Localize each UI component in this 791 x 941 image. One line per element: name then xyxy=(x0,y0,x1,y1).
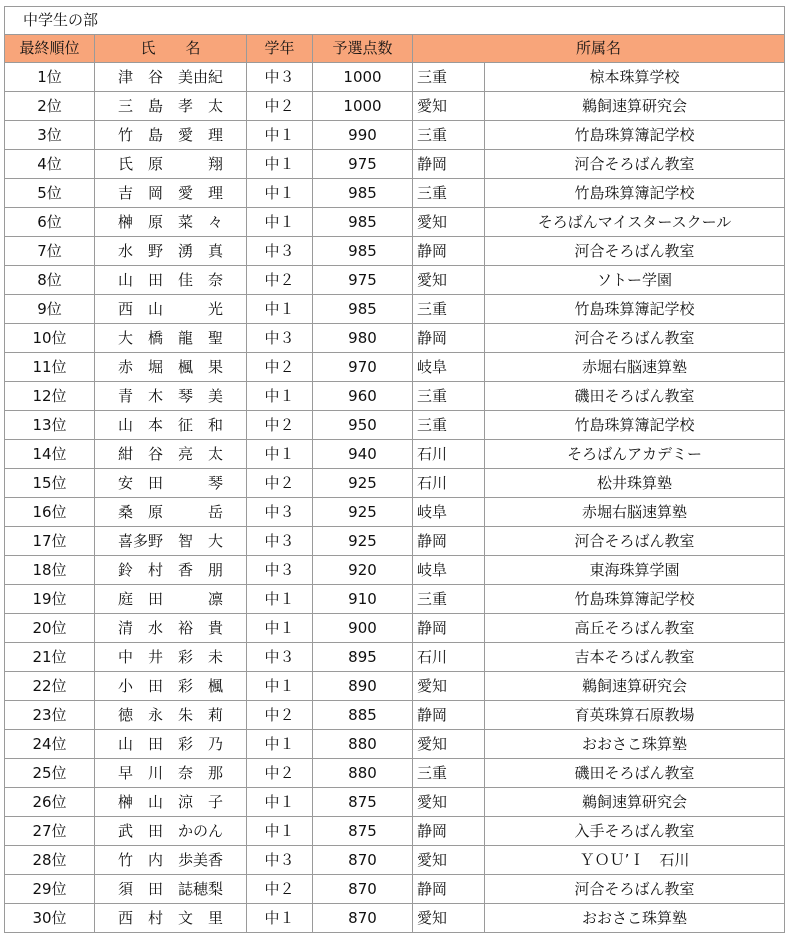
score-cell: 880 xyxy=(313,759,413,788)
prefecture-cell: 三重 xyxy=(413,295,485,324)
table-row xyxy=(5,295,785,324)
rank-cell: 3位 xyxy=(5,121,95,150)
prefecture-cell: 愛知 xyxy=(413,788,485,817)
table-row xyxy=(5,643,785,672)
grade-cell: 中２ xyxy=(247,875,313,904)
grade-cell: 中１ xyxy=(247,585,313,614)
school-cell: そろばんアカデミー xyxy=(485,440,785,469)
school-cell: 椋本珠算学校 xyxy=(485,63,785,92)
table-row xyxy=(5,672,785,701)
name-cell: 山 田 彩 乃 xyxy=(95,730,247,759)
grade-cell: 中１ xyxy=(247,440,313,469)
name-cell: 榊 山 涼 子 xyxy=(95,788,247,817)
grade-cell: 中１ xyxy=(247,730,313,759)
table-row xyxy=(5,179,785,208)
header-rank: 最終順位 xyxy=(5,35,95,63)
school-cell: 鵜飼速算研究会 xyxy=(485,92,785,121)
score-cell: 1000 xyxy=(313,92,413,121)
grade-cell: 中１ xyxy=(247,208,313,237)
score-cell: 960 xyxy=(313,382,413,411)
name-cell: 早 川 奈 那 xyxy=(95,759,247,788)
rank-cell: 13位 xyxy=(5,411,95,440)
rank-cell: 22位 xyxy=(5,672,95,701)
table-row xyxy=(5,92,785,121)
score-cell: 920 xyxy=(313,556,413,585)
table-row xyxy=(5,324,785,353)
score-cell: 985 xyxy=(313,295,413,324)
prefecture-cell: 静岡 xyxy=(413,237,485,266)
score-cell: 880 xyxy=(313,730,413,759)
school-cell: 赤堀右脳速算塾 xyxy=(485,353,785,382)
table-row xyxy=(5,817,785,846)
score-cell: 990 xyxy=(313,121,413,150)
grade-cell: 中１ xyxy=(247,904,313,933)
score-cell: 940 xyxy=(313,440,413,469)
grade-cell: 中３ xyxy=(247,237,313,266)
table-row xyxy=(5,266,785,295)
table-row xyxy=(5,585,785,614)
table-row xyxy=(5,875,785,904)
prefecture-cell: 愛知 xyxy=(413,208,485,237)
name-cell: 徳 永 朱 莉 xyxy=(95,701,247,730)
name-cell: 武 田 かのん xyxy=(95,817,247,846)
prefecture-cell: 岐阜 xyxy=(413,353,485,382)
prefecture-cell: 静岡 xyxy=(413,150,485,179)
grade-cell: 中１ xyxy=(247,614,313,643)
table-row xyxy=(5,353,785,382)
name-cell: 鈴 村 香 朋 xyxy=(95,556,247,585)
score-cell: 910 xyxy=(313,585,413,614)
grade-cell: 中３ xyxy=(247,498,313,527)
school-cell: 鵜飼速算研究会 xyxy=(485,788,785,817)
prefecture-cell: 静岡 xyxy=(413,817,485,846)
score-cell: 925 xyxy=(313,469,413,498)
school-cell: 松井珠算塾 xyxy=(485,469,785,498)
name-cell: 庭 田 凛 xyxy=(95,585,247,614)
school-cell: 竹島珠算簿記学校 xyxy=(485,411,785,440)
prefecture-cell: 静岡 xyxy=(413,527,485,556)
school-cell: 竹島珠算簿記学校 xyxy=(485,121,785,150)
prefecture-cell: 愛知 xyxy=(413,904,485,933)
prefecture-cell: 静岡 xyxy=(413,875,485,904)
school-cell: 竹島珠算簿記学校 xyxy=(485,295,785,324)
score-cell: 870 xyxy=(313,875,413,904)
rank-cell: 27位 xyxy=(5,817,95,846)
school-cell: 赤堀右脳速算塾 xyxy=(485,498,785,527)
school-cell: 河合そろばん教室 xyxy=(485,237,785,266)
name-cell: 安 田 琴 xyxy=(95,469,247,498)
rank-cell: 20位 xyxy=(5,614,95,643)
prefecture-cell: 三重 xyxy=(413,382,485,411)
prefecture-cell: 静岡 xyxy=(413,701,485,730)
school-cell: 河合そろばん教室 xyxy=(485,527,785,556)
prefecture-cell: 石川 xyxy=(413,440,485,469)
score-cell: 985 xyxy=(313,237,413,266)
grade-cell: 中３ xyxy=(247,846,313,875)
name-cell: 青 木 琴 美 xyxy=(95,382,247,411)
score-cell: 895 xyxy=(313,643,413,672)
school-cell: 高丘そろばん教室 xyxy=(485,614,785,643)
prefecture-cell: 愛知 xyxy=(413,730,485,759)
rank-cell: 17位 xyxy=(5,527,95,556)
name-cell: 竹 島 愛 理 xyxy=(95,121,247,150)
table-row xyxy=(5,63,785,92)
grade-cell: 中２ xyxy=(247,701,313,730)
name-cell: 喜多野 智 大 xyxy=(95,527,247,556)
name-cell: 榊 原 菜 々 xyxy=(95,208,247,237)
name-cell: 山 田 佳 奈 xyxy=(95,266,247,295)
prefecture-cell: 三重 xyxy=(413,179,485,208)
school-cell: 河合そろばん教室 xyxy=(485,875,785,904)
rank-cell: 7位 xyxy=(5,237,95,266)
rank-cell: 16位 xyxy=(5,498,95,527)
rank-cell: 30位 xyxy=(5,904,95,933)
name-cell: 紺 谷 亮 太 xyxy=(95,440,247,469)
header-score: 予選点数 xyxy=(313,35,413,63)
score-cell: 875 xyxy=(313,817,413,846)
school-cell: おおさこ珠算塾 xyxy=(485,730,785,759)
table-row xyxy=(5,498,785,527)
name-cell: 中 井 彩 未 xyxy=(95,643,247,672)
rank-cell: 5位 xyxy=(5,179,95,208)
name-cell: 大 橋 龍 聖 xyxy=(95,324,247,353)
school-cell: ＹＯＵ’Ｉ 石川 xyxy=(485,846,785,875)
grade-cell: 中１ xyxy=(247,817,313,846)
school-cell: 河合そろばん教室 xyxy=(485,324,785,353)
rank-cell: 10位 xyxy=(5,324,95,353)
rank-cell: 28位 xyxy=(5,846,95,875)
school-cell: おおさこ珠算塾 xyxy=(485,904,785,933)
name-cell: 竹 内 歩美香 xyxy=(95,846,247,875)
table-row xyxy=(5,121,785,150)
school-cell: 磯田そろばん教室 xyxy=(485,382,785,411)
score-cell: 900 xyxy=(313,614,413,643)
name-cell: 三 島 孝 太 xyxy=(95,92,247,121)
grade-cell: 中２ xyxy=(247,353,313,382)
school-cell: 育英珠算石原教場 xyxy=(485,701,785,730)
table-row xyxy=(5,846,785,875)
grade-cell: 中１ xyxy=(247,672,313,701)
rank-cell: 1位 xyxy=(5,63,95,92)
school-cell: 鵜飼速算研究会 xyxy=(485,672,785,701)
score-cell: 975 xyxy=(313,150,413,179)
score-cell: 885 xyxy=(313,701,413,730)
table-row xyxy=(5,759,785,788)
school-cell: 入手そろばん教室 xyxy=(485,817,785,846)
table-row xyxy=(5,150,785,179)
prefecture-cell: 三重 xyxy=(413,121,485,150)
table-row xyxy=(5,556,785,585)
prefecture-cell: 静岡 xyxy=(413,614,485,643)
name-cell: 西 村 文 里 xyxy=(95,904,247,933)
section-title: 中学生の部 xyxy=(5,7,785,35)
prefecture-cell: 愛知 xyxy=(413,672,485,701)
rank-cell: 8位 xyxy=(5,266,95,295)
table-row xyxy=(5,701,785,730)
rank-cell: 18位 xyxy=(5,556,95,585)
score-cell: 980 xyxy=(313,324,413,353)
table-row xyxy=(5,469,785,498)
table-row xyxy=(5,788,785,817)
score-cell: 925 xyxy=(313,527,413,556)
name-cell: 須 田 誌穂梨 xyxy=(95,875,247,904)
rank-cell: 4位 xyxy=(5,150,95,179)
name-cell: 吉 岡 愛 理 xyxy=(95,179,247,208)
school-cell: 東海珠算学園 xyxy=(485,556,785,585)
prefecture-cell: 石川 xyxy=(413,469,485,498)
prefecture-cell: 三重 xyxy=(413,759,485,788)
name-cell: 西 山 光 xyxy=(95,295,247,324)
name-cell: 清 水 裕 貴 xyxy=(95,614,247,643)
score-cell: 950 xyxy=(313,411,413,440)
table-row xyxy=(5,411,785,440)
grade-cell: 中１ xyxy=(247,179,313,208)
rank-cell: 12位 xyxy=(5,382,95,411)
grade-cell: 中２ xyxy=(247,759,313,788)
name-cell: 桑 原 岳 xyxy=(95,498,247,527)
name-cell: 小 田 彩 楓 xyxy=(95,672,247,701)
rank-cell: 24位 xyxy=(5,730,95,759)
school-cell: ソトー学園 xyxy=(485,266,785,295)
school-cell: 竹島珠算簿記学校 xyxy=(485,585,785,614)
grade-cell: 中３ xyxy=(247,527,313,556)
grade-cell: 中２ xyxy=(247,469,313,498)
table-row xyxy=(5,614,785,643)
grade-cell: 中１ xyxy=(247,382,313,411)
prefecture-cell: 三重 xyxy=(413,585,485,614)
name-cell: 氏 原 翔 xyxy=(95,150,247,179)
table-row xyxy=(5,527,785,556)
school-cell: そろばんマイスタースクール xyxy=(485,208,785,237)
rank-cell: 15位 xyxy=(5,469,95,498)
table-row xyxy=(5,730,785,759)
name-cell: 津 谷 美由紀 xyxy=(95,63,247,92)
rank-cell: 21位 xyxy=(5,643,95,672)
rank-cell: 25位 xyxy=(5,759,95,788)
name-cell: 水 野 湧 真 xyxy=(95,237,247,266)
score-cell: 1000 xyxy=(313,63,413,92)
grade-cell: 中１ xyxy=(247,150,313,179)
score-cell: 975 xyxy=(313,266,413,295)
grade-cell: 中２ xyxy=(247,266,313,295)
grade-cell: 中３ xyxy=(247,556,313,585)
section-title-row xyxy=(5,7,785,35)
name-cell: 山 本 征 和 xyxy=(95,411,247,440)
score-cell: 890 xyxy=(313,672,413,701)
rank-cell: 9位 xyxy=(5,295,95,324)
table-row xyxy=(5,382,785,411)
rank-cell: 2位 xyxy=(5,92,95,121)
score-cell: 985 xyxy=(313,208,413,237)
results-table-body xyxy=(5,7,785,933)
rank-cell: 11位 xyxy=(5,353,95,382)
score-cell: 970 xyxy=(313,353,413,382)
prefecture-cell: 愛知 xyxy=(413,92,485,121)
prefecture-cell: 岐阜 xyxy=(413,556,485,585)
prefecture-cell: 静岡 xyxy=(413,324,485,353)
header-row xyxy=(5,35,785,63)
results-table xyxy=(4,6,785,933)
school-cell: 河合そろばん教室 xyxy=(485,150,785,179)
table-row xyxy=(5,208,785,237)
prefecture-cell: 愛知 xyxy=(413,846,485,875)
grade-cell: 中３ xyxy=(247,63,313,92)
table-row xyxy=(5,904,785,933)
grade-cell: 中２ xyxy=(247,411,313,440)
grade-cell: 中３ xyxy=(247,643,313,672)
rank-cell: 29位 xyxy=(5,875,95,904)
rank-cell: 26位 xyxy=(5,788,95,817)
header-name: 氏 名 xyxy=(95,35,247,63)
grade-cell: 中１ xyxy=(247,295,313,324)
school-cell: 竹島珠算簿記学校 xyxy=(485,179,785,208)
score-cell: 925 xyxy=(313,498,413,527)
prefecture-cell: 愛知 xyxy=(413,266,485,295)
score-cell: 985 xyxy=(313,179,413,208)
prefecture-cell: 三重 xyxy=(413,411,485,440)
name-cell: 赤 堀 楓 果 xyxy=(95,353,247,382)
header-affiliation: 所属名 xyxy=(413,35,785,63)
school-cell: 吉本そろばん教室 xyxy=(485,643,785,672)
rank-cell: 23位 xyxy=(5,701,95,730)
score-cell: 870 xyxy=(313,904,413,933)
score-cell: 870 xyxy=(313,846,413,875)
score-cell: 875 xyxy=(313,788,413,817)
table-row xyxy=(5,440,785,469)
grade-cell: 中１ xyxy=(247,788,313,817)
table-row xyxy=(5,237,785,266)
rank-cell: 6位 xyxy=(5,208,95,237)
header-grade: 学年 xyxy=(247,35,313,63)
prefecture-cell: 岐阜 xyxy=(413,498,485,527)
prefecture-cell: 石川 xyxy=(413,643,485,672)
school-cell: 磯田そろばん教室 xyxy=(485,759,785,788)
grade-cell: 中２ xyxy=(247,92,313,121)
rank-cell: 14位 xyxy=(5,440,95,469)
rank-cell: 19位 xyxy=(5,585,95,614)
prefecture-cell: 三重 xyxy=(413,63,485,92)
grade-cell: 中３ xyxy=(247,324,313,353)
grade-cell: 中１ xyxy=(247,121,313,150)
